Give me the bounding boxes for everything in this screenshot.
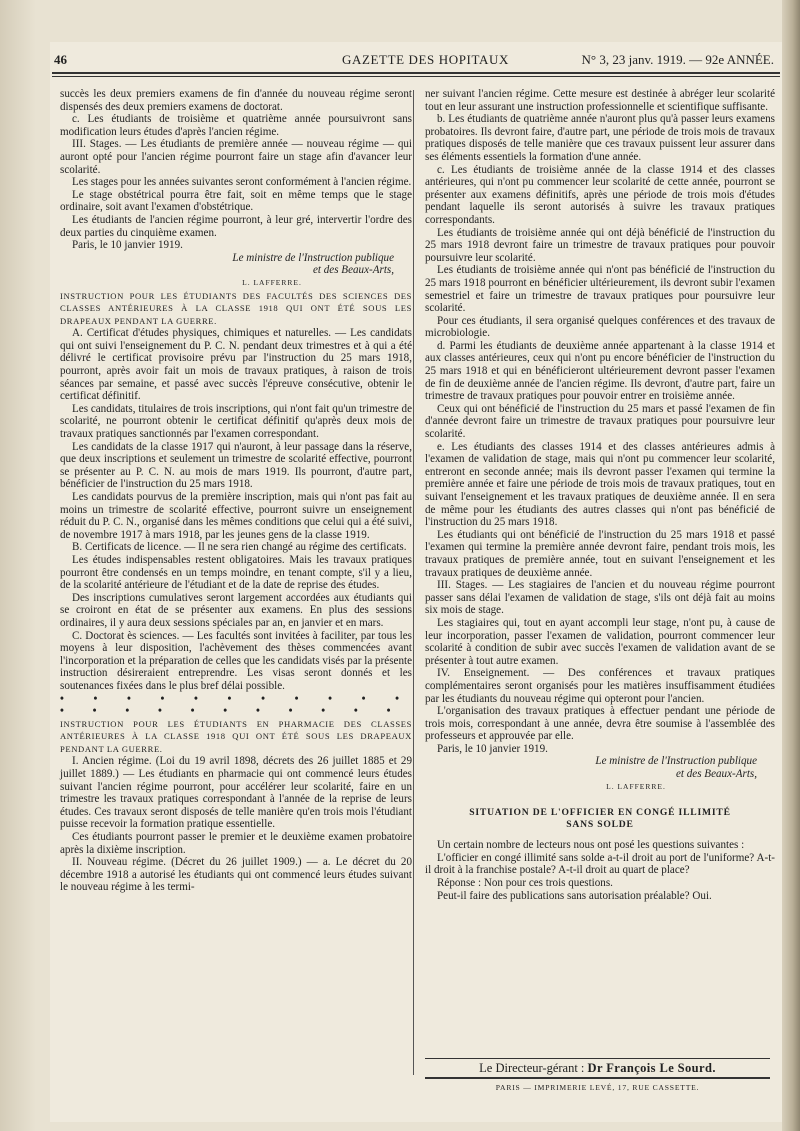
- paragraph: C. Doctorat ès sciences. — Les facultés sont invitées à faciliter, par tous les moyens à leur disposition, l'achèvement des thèses commencées avant l'incorporation et la préparation de celles que les candidats visés par la présente instruction désireraient entreprendre. Les visas seront donnés et les soutenances fixées dans le plus bref délai possible.: [60, 629, 412, 692]
- instruction-heading: INSTRUCTION POUR LES ÉTUDIANTS EN PHARMACIE DES CLASSES ANTÉRIEURES À LA CLASSE 1918 QUI ONT ÉTÉ SOUS LES DRAPEAUX PENDANT LA GUERRE.: [60, 718, 412, 754]
- paragraph: ner suivant l'ancien régime. Cette mesure est destinée à abréger leur scolarité tout en leur assurant une instruction professionnelle et scientifique suffisante.: [425, 88, 775, 113]
- paragraph: Les stages pour les années suivantes seront conformément à l'ancien régime.: [72, 176, 412, 189]
- page-left-margin: [0, 0, 36, 1131]
- signature-title-2: et des Beaux-Arts,: [312, 264, 394, 277]
- date-line: Paris, le 10 janvier 1919.: [437, 742, 548, 755]
- header-rule-thin: [52, 76, 780, 77]
- page-number: 46: [54, 52, 67, 67]
- paragraph: Les études indispensables restent obligatoires. Mais les travaux pratiques pourront être condensés en un temps moindre, en tenant compte, s'il y a lieu, de la scolarité antérieure de l'étudiant et de la date de reprise des études.: [60, 553, 412, 592]
- paragraph: Les étudiants qui ont bénéficié de l'instruction du 25 mars 1918 et passé l'examen qui termine la première année devront faire, pendant trois mois, les travaux pratiques de première année, tout en suivant l'enseignement et les travaux pratiques de deuxième année.: [425, 528, 775, 579]
- signature-title-2: et des Beaux-Arts,: [675, 768, 757, 781]
- paragraph: III. Stages. — Les stagiaires de l'ancien et du nouveau régime pourront passer sans délai l'examen de validation de stage, s'ils ont déjà fait au moins six mois de stage.: [425, 579, 775, 617]
- paragraph: Ceux qui ont bénéficié de l'instruction du 25 mars et passé l'examen de fin d'année devront faire un trimestre de travaux pratiques pour poursuivre leur scolarité.: [425, 402, 775, 441]
- section-title: [425, 807, 775, 831]
- header-rule-thick: [52, 72, 780, 74]
- date-line: Paris, le 10 janvier 1919.: [72, 239, 183, 252]
- paragraph: b. Les étudiants de quatrième année n'auront plus qu'à passer leurs examens probatoires. Ils devront faire, d'autre part, une période de trois mois de travaux pratiques disposés de telle manière que ces travaux puissent leur assurer dans ses éléments essentiels la formation d'une année.: [425, 113, 775, 163]
- director-line: [425, 1058, 770, 1079]
- paragraph: Réponse : Non pour ces trois questions.: [437, 877, 613, 890]
- paragraph: succès les deux premiers examens de fin d'année du nouveau régime seront dispensés des deux premiers examens de doctorat.: [60, 88, 412, 113]
- section-title-line-2: SANS SOLDE: [566, 819, 634, 831]
- page-right-edge: [782, 0, 800, 1131]
- director-label: Le Directeur-gérant :: [479, 1061, 585, 1075]
- page-header: [52, 52, 782, 70]
- paragraph: L'organisation des travaux pratiques à effectuer pendant une période de trois mois, correspondant à une année, devra être soumise à l'assemblée des professeurs et approuvée par elle.: [425, 705, 775, 743]
- paragraph: II. Nouveau régime. (Décret du 26 juillet 1909.) — a. Le décret du 20 décembre 1918 a autorisé les étudiants qui ont commencé leurs études suivant le nouveau régime à les termi-: [60, 856, 412, 894]
- signature-name: L. LAFFERRE.: [606, 781, 666, 791]
- paragraph: Les étudiants de l'ancien régime pourront, à leur gré, intervertir l'ordre des deux parties du cinquième examen.: [60, 213, 412, 239]
- paragraph: A. Certificat d'études physiques, chimiques et naturelles. — Les candidats qui ont suivi l'enseignement du P. C. N. pendant deux trimestres et à qui a été délivré le certificat provisoire prévu par l'instruction du 25 mars 1918, pourront, après avoir fait un mois de travaux pratiques, à raison de trois séances par semaine, et passé avec succès l'épreuve consécutive, obtenir le certificat définitif.: [60, 327, 412, 403]
- paragraph: Un certain nombre de lecteurs nous ont posé les questions suivantes :: [437, 839, 745, 852]
- paragraph: Les stagiaires qui, tout en ayant accompli leur stage, n'ont pu, à cause de leur incorporation, passer l'examen de validation, pourront commencer leur scolarité à condition de subir avec succès l'examen de validation avant de se présenter à tout autre examen.: [425, 616, 775, 667]
- column-divider: [413, 90, 414, 1075]
- paragraph: Les candidats de la classe 1917 qui n'auront, à leur passage dans la réserve, que deux inscriptions et seulement un trimestre de scolarité effective, pourront se présenter au P. C. N. au mois de mars 1919. Ils pourront, d'autre part, bénéficier de l'instruction du 25 mars 1918.: [60, 440, 412, 491]
- paragraph: B. Certificats de licence. — Il ne sera rien changé au régime des certificats.: [72, 541, 407, 554]
- signature-title: Le ministre de l'Instruction publique: [232, 251, 394, 264]
- paragraph: IV. Enseignement. — Des conférences et travaux pratiques complémentaires seront organisés pour les matières insuffisamment étudiées par les étudiants du nouveau régime qui opteront pour l'ancien.: [425, 667, 775, 705]
- section-title-line-1: SITUATION DE L'OFFICIER EN CONGÉ ILLIMITÉ: [469, 807, 731, 819]
- paragraph: e. Les étudiants des classes 1914 et des classes antérieures admis à l'examen de validation de stage, mais qui n'ont pu commencer leur scolarité, entreront en seconde année; mais ils devront passer l'examen qui termine la première année et faire une période de trois mois de travaux pratiques, tout en suivant l'enseignement et les travaux pratiques de deuxième année. Il en sera de même pour les étudiants des autres classes qui n'ont pas bénéficié de l'instruction du 25 mars 1918.: [425, 440, 775, 529]
- paragraph: Les étudiants de troisième année qui n'ont pas bénéficié de l'instruction du 25 mars 1918 pourront en bénéficier ultérieurement, ils devront subir l'examen semestriel et faire un trimestre de travaux pratiques pour poursuivre leur scolarité.: [425, 264, 775, 315]
- paragraph: Les candidats pourvus de la première inscription, mais qui n'ont pas fait au moins un trimestre de scolarité effective, pourront suivre un enseignement réduit du P. C. N., organisé dans les mêmes conditions que celui qui a été suivi, de novembre 1917 à mars 1918, par les jeunes gens de la classe 1919.: [60, 491, 412, 541]
- paragraph: Pour ces étudiants, il sera organisé quelques conférences et des travaux de microbiologie.: [425, 314, 775, 340]
- paragraph: d. Parmi les étudiants de deuxième année appartenant à la classe 1914 et aux classes antérieures, ceux qui n'ont pu encore bénéficier de l'instruction du 25 mars 1918 et qui en bénéficieront ultérieurement devront passer l'examen de fin de deuxième année de l'ancien régime. Ils devront, d'autre part, faire un trimestre de travaux pratiques pour pouvoir entrer en troisième année.: [425, 339, 775, 403]
- paragraph: Les candidats, titulaires de trois inscriptions, qui n'ont fait qu'un trimestre de scolarité, ne pourront obtenir le certificat définitif qu'après deux mois de travaux pratiques sanctionnés par l'examen correspondant.: [60, 402, 412, 441]
- right-column: [425, 88, 775, 902]
- paragraph: Des inscriptions cumulatives seront largement accordées aux étudiants qui se croiront en état de se présenter aux examens. En plus des sessions ordinaires, il y aura deux sessions spéciales par an, en janvier et en mars.: [60, 591, 412, 629]
- left-column: [60, 88, 412, 894]
- paragraph: c. Les étudiants de troisième année de la classe 1914 et des classes antérieures, qui n'ont pu commencer leur scolarité de cette année, pourront se présenter aux examens définitifs, après une période de trois mois d'études pendant laquelle ils seront autorisés à suivre les travaux pratiques correspondants.: [425, 163, 775, 226]
- paragraph: c. Les étudiants de troisième et quatrième année poursuivront sans modification leurs études d'après l'ancien régime.: [60, 113, 412, 138]
- paragraph: Peut-il faire des publications sans autorisation préalable? Oui.: [437, 889, 712, 902]
- dot-separator: • • • • • • • • • • • • • • • • • • • • • •: [60, 692, 412, 718]
- signature-name: L. LAFFERRE.: [242, 277, 302, 287]
- paragraph: L'officier en congé illimité sans solde a-t-il droit au port de l'uniforme? A-t-il droit à la franchise postale? A-t-il droit au quart de place?: [425, 851, 775, 877]
- journal-title: GAZETTE DES HOPITAUX: [342, 52, 509, 67]
- paragraph: I. Ancien régime. (Loi du 19 avril 1898, décrets des 26 juillet 1885 et 29 juillet 1889.) — Les étudiants en pharmacie qui ont commencé leurs études suivant l'ancien régime pourront, pour accélérer leur scolarité, faire en un trimestre les travaux pratiques correspondant à l'année de la reprise de leurs études. Ces travaux seront disposés de telle manière qu'en trois mois l'étudiant puisse recevoir la formation pratique essentielle.: [60, 755, 412, 831]
- paragraph: III. Stages. — Les étudiants de première année — nouveau régime — qui auront opté pour l'ancien régime pourront faire un stage afin d'avancer leur scolarité.: [60, 138, 412, 176]
- paragraph: Ces étudiants pourront passer le premier et le deuxième examen probatoire après la dixième inscription.: [60, 831, 412, 856]
- printer-line: PARIS — IMPRIMERIE LEVÉ, 17, RUE CASSETTE.: [495, 1083, 700, 1092]
- signature-title: Le ministre de l'Instruction publique: [595, 755, 757, 768]
- paragraph: Le stage obstétrical pourra être fait, soit en même temps que le stage ordinaire, soit avant l'examen d'obstétrique.: [60, 188, 412, 214]
- director-name: Dr François Le Sourd.: [587, 1061, 716, 1075]
- issue-info: N° 3, 23 janv. 1919. — 92e ANNÉE.: [581, 52, 774, 67]
- instruction-heading: INSTRUCTION POUR LES ÉTUDIANTS DES FACULTÉS DES SCIENCES DES CLASSES ANTÉRIEURES À LA CLASSE 1918 QUI ONT ÉTÉ SOUS LES DRAPEAUX PENDANT LA GUERRE.: [60, 290, 412, 326]
- paragraph: Les étudiants de troisième année qui ont déjà bénéficié de l'instruction du 25 mars 1918 devront faire un trimestre de travaux pratiques pour pouvoir poursuivre leur scolarité.: [425, 226, 775, 264]
